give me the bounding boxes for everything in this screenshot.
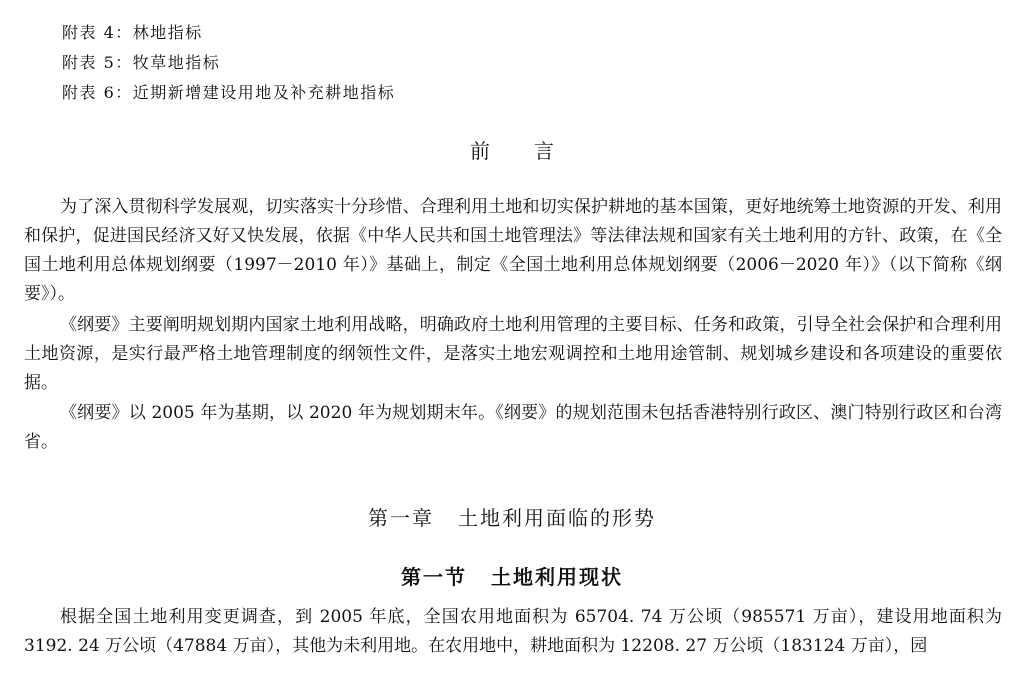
chapter-number: 第一章 [368, 506, 434, 530]
preface-title: 前言 [470, 139, 598, 163]
appendix-item-pasture: 附表 5：牧草地指标 [62, 53, 221, 72]
preface-paragraph-1: 为了深入贯彻科学发展观，切实落实十分珍惜、合理利用土地和切实保护耕地的基本国策，更好地统筹土地资源的开发、利用和保护，促进国民经济又好又快发展，依据《中华人民共和国土地管理法》等法律法规和国家有关土地利用的方针、政策，在《全国土地利用总体规划纲要（1997－2010 年）》基础上，制定《全国土地利用总体规划纲要（2006－2020 年）》（以下简称《纲要》）。 [24, 197, 1002, 304]
section-title: 土地利用现状 [491, 565, 623, 589]
appendix-item-construction: 附表 6：近期新增建设用地及补充耕地指标 [62, 83, 396, 102]
section-paragraph-1: 根据全国土地利用变更调查，到 2005 年底，全国农用地面积为 65704. 74 万公顷（985571 万亩），建设用地面积为 3192. 24 万公顷（47884 万亩），其他为未利用地。在农用地中，耕地面积为 12208. 27 万公顷（183124 万亩），园 [24, 607, 1002, 656]
section-heading [0, 562, 1024, 592]
chapter-heading [0, 503, 1024, 533]
section-number: 第一节 [401, 565, 467, 589]
appendix-item-forest: 附表 4：林地指标 [62, 23, 203, 42]
appendix-list [62, 18, 762, 108]
preface-paragraph-3: 《纲要》以 2005 年为基期，以 2020 年为规划期末年。《纲要》的规划范围未包括香港特别行政区、澳门特别行政区和台湾省。 [24, 403, 1002, 452]
preface-paragraph-2: 《纲要》主要阐明规划期内国家土地利用战略，明确政府土地利用管理的主要目标、任务和政策，引导全社会保护和合理利用土地资源，是实行最严格土地管理制度的纲领性文件，是落实土地宏观调控和土地用途管制、规划城乡建设和各项建设的重要依据。 [24, 315, 1002, 393]
chapter-title: 土地利用面临的形势 [458, 506, 656, 530]
